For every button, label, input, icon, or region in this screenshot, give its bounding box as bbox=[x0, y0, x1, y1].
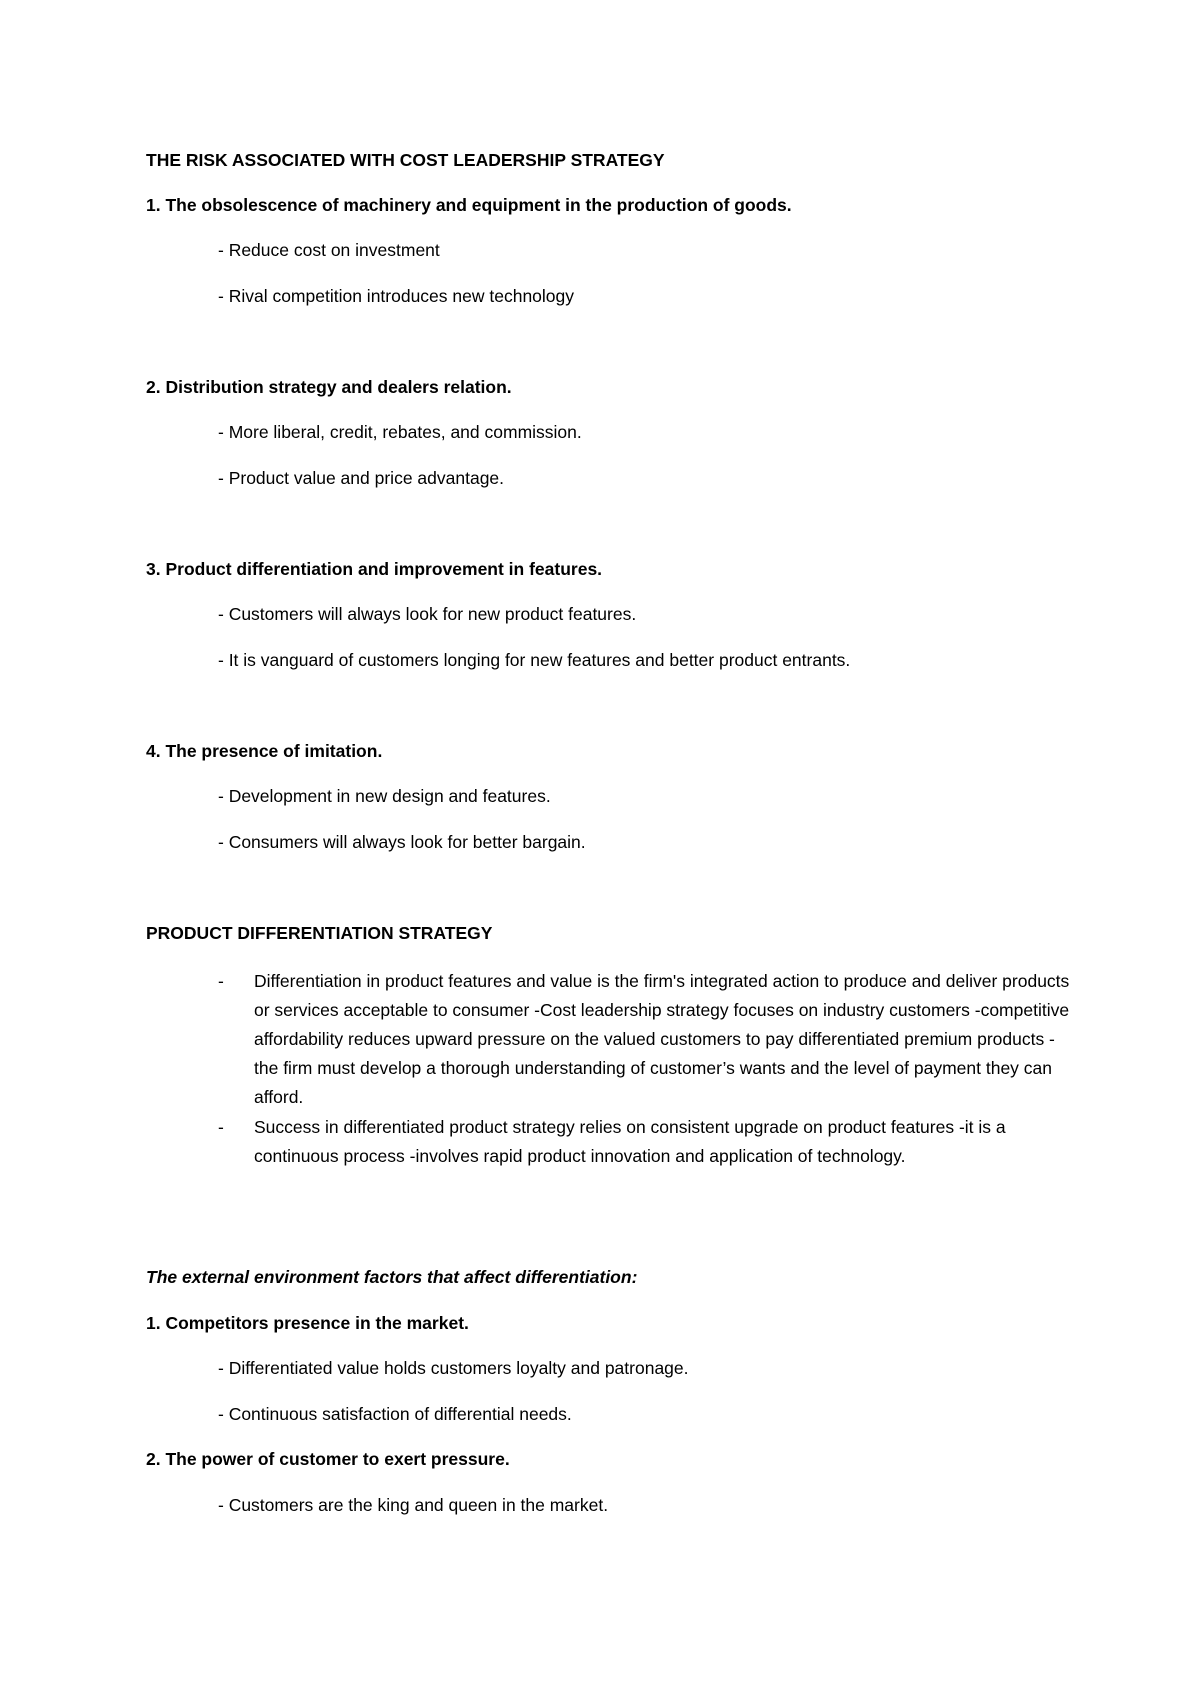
risk-heading-2: 2. Distribution strategy and dealers relation. bbox=[146, 377, 512, 397]
section-title-cost-leadership-risk: THE RISK ASSOCIATED WITH COST LEADERSHIP STRATEGY bbox=[146, 150, 665, 170]
risk-heading-3: 3. Product differentiation and improvement in features. bbox=[146, 559, 603, 579]
factor-heading-2: 2. The power of customer to exert pressure. bbox=[146, 1449, 510, 1469]
section-title-external-factors: The external environment factors that affect differentiation: bbox=[146, 1267, 638, 1287]
risk-1-point-1: - Reduce cost on investment bbox=[218, 240, 440, 260]
risk-1-point-2: - Rival competition introduces new technology bbox=[218, 286, 575, 306]
risk-2-point-2: - Product value and price advantage. bbox=[218, 468, 505, 488]
differentiation-paragraph-2: Success in differentiated product strategy relies on consistent upgrade on product features -it is a continuous process -involves rapid product innovation and application of technology. bbox=[254, 1117, 1006, 1166]
risk-heading-4: 4. The presence of imitation. bbox=[146, 741, 383, 761]
risk-3-point-2: - It is vanguard of customers longing for new features and better product entrants. bbox=[218, 650, 851, 670]
bullet-dash-2: - bbox=[218, 1117, 224, 1137]
factor-1-point-1: - Differentiated value holds customers loyalty and patronage. bbox=[218, 1358, 689, 1378]
factor-heading-1: 1. Competitors presence in the market. bbox=[146, 1313, 469, 1333]
risk-4-point-1: - Development in new design and features. bbox=[218, 786, 551, 806]
factor-2-point-1: - Customers are the king and queen in the market. bbox=[218, 1495, 609, 1515]
risk-heading-1: 1. The obsolescence of machinery and equipment in the production of goods. bbox=[146, 195, 792, 215]
section-title-product-differentiation: PRODUCT DIFFERENTIATION STRATEGY bbox=[146, 923, 493, 943]
factor-1-point-2: - Continuous satisfaction of differential needs. bbox=[218, 1404, 572, 1424]
risk-2-point-1: - More liberal, credit, rebates, and commission. bbox=[218, 422, 582, 442]
differentiation-paragraph-1: Differentiation in product features and value is the firm's integrated action to produce and deliver products or services acceptable to consumer -Cost leadership strategy focuses on industry customers -competitive affordability reduces upward pressure on the valued customers to pay differentiated premium products - the firm must develop a thorough understanding of customer’s wants and the level of payment they can afford. bbox=[254, 971, 1070, 1107]
risk-3-point-1: - Customers will always look for new product features. bbox=[218, 604, 637, 624]
risk-4-point-2: - Consumers will always look for better bargain. bbox=[218, 832, 586, 852]
bullet-dash-1: - bbox=[218, 971, 224, 991]
